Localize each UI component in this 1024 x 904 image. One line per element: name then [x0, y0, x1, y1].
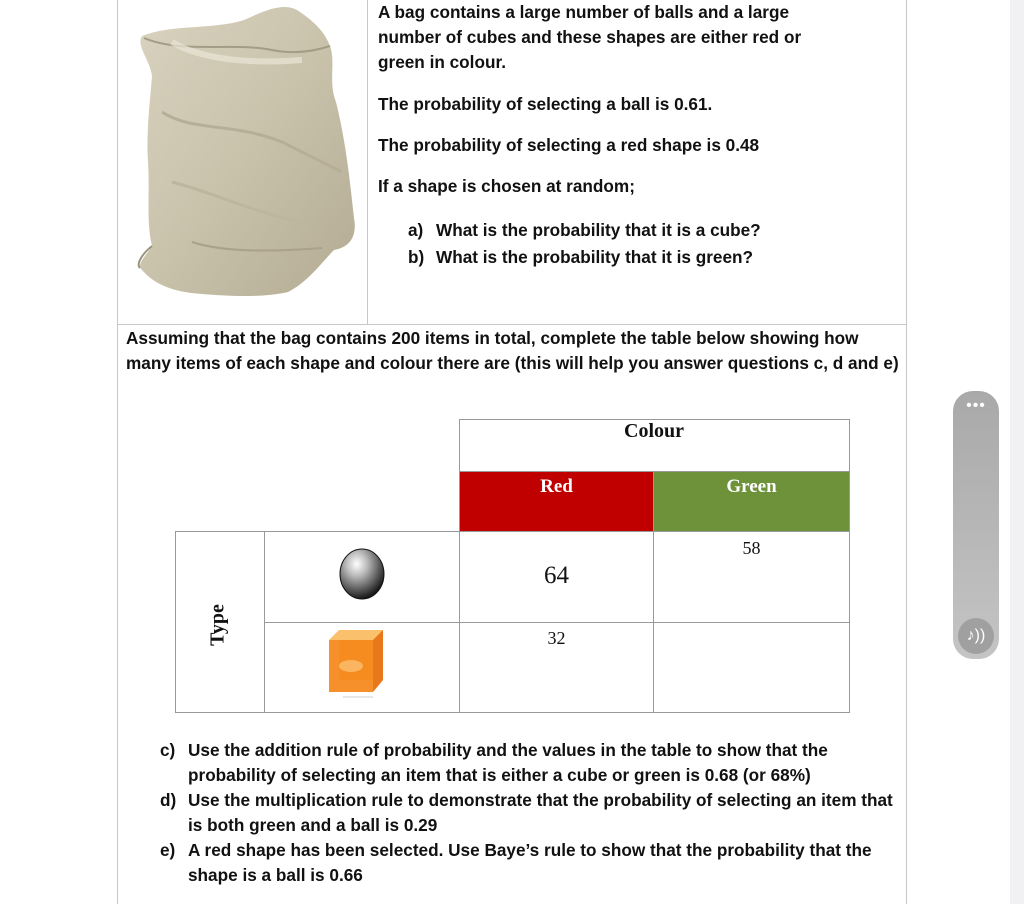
question-list-cde: [160, 738, 910, 888]
question-b-text: What is the probability that it is green?: [436, 247, 754, 267]
more-dots-icon[interactable]: •••: [966, 397, 986, 414]
table-left-edge: [175, 531, 176, 713]
intro-paragraph-1: A bag contains a large number of balls and a large number of cubes and these shapes are either red or green in colour.: [378, 2, 802, 72]
table-type-divider: [264, 531, 265, 713]
frame-row-divider: [117, 324, 907, 325]
cell-cube-green[interactable]: [654, 628, 849, 708]
question-d-label: d): [160, 790, 177, 810]
red-header: Red: [540, 476, 573, 497]
question-c-label: c): [160, 740, 176, 760]
colour-header: Colour: [624, 420, 684, 442]
intro-red-probability: The probability of selecting a red shape is 0.48: [378, 135, 760, 155]
intro-ball-probability: The probability of selecting a ball is 0.61.: [378, 94, 713, 114]
table-header-bottom: [175, 531, 850, 532]
table-border-bottom: [175, 712, 850, 713]
table-right-edge: [849, 419, 850, 713]
table-colour-bottom: [459, 471, 850, 472]
problem-intro: [378, 0, 898, 271]
speaker-audio-icon[interactable]: ♪)): [958, 618, 994, 654]
question-a: [408, 217, 898, 244]
intro-random-choice: If a shape is chosen at random;: [378, 176, 635, 196]
question-c: [160, 738, 910, 788]
question-b: [408, 244, 898, 271]
assumption-paragraph: Assuming that the bag contains 200 items in total, complete the table below showing how many items of each shape and colour there are (this will help you answer questions c, d and e): [126, 328, 899, 373]
frame-column-divider: [367, 0, 368, 324]
question-e-text: A red shape has been selected. Use Baye’s rule to show that the probability that the shape is a ball is 0.66: [188, 840, 872, 885]
question-c-text: Use the addition rule of probability and the values in the table to show that the probability of selecting an item that is either a cube or green is 0.68 (or 68%): [188, 740, 828, 785]
cell-ball-green[interactable]: 58: [742, 538, 761, 558]
green-header: Green: [726, 476, 777, 497]
question-d: [160, 788, 910, 838]
question-a-text: What is the probability that it is a cube?: [436, 220, 761, 240]
ball-image: [339, 548, 385, 600]
table-row-divider: [264, 622, 850, 623]
cell-ball-red[interactable]: 64: [544, 562, 569, 589]
type-label: Type: [206, 604, 229, 646]
question-a-label: a): [408, 220, 424, 240]
frame-left-border: [117, 0, 118, 904]
question-e-label: e): [160, 840, 176, 860]
question-b-label: b): [408, 247, 425, 267]
question-e: [160, 838, 910, 888]
cell-cube-red[interactable]: 32: [547, 628, 566, 648]
sack-image: [132, 2, 358, 298]
question-d-text: Use the multiplication rule to demonstrate that the probability of selecting an item that is both green and a ball is 0.29: [188, 790, 893, 835]
intro-question-list: [378, 217, 898, 271]
cube-image: [327, 626, 387, 698]
